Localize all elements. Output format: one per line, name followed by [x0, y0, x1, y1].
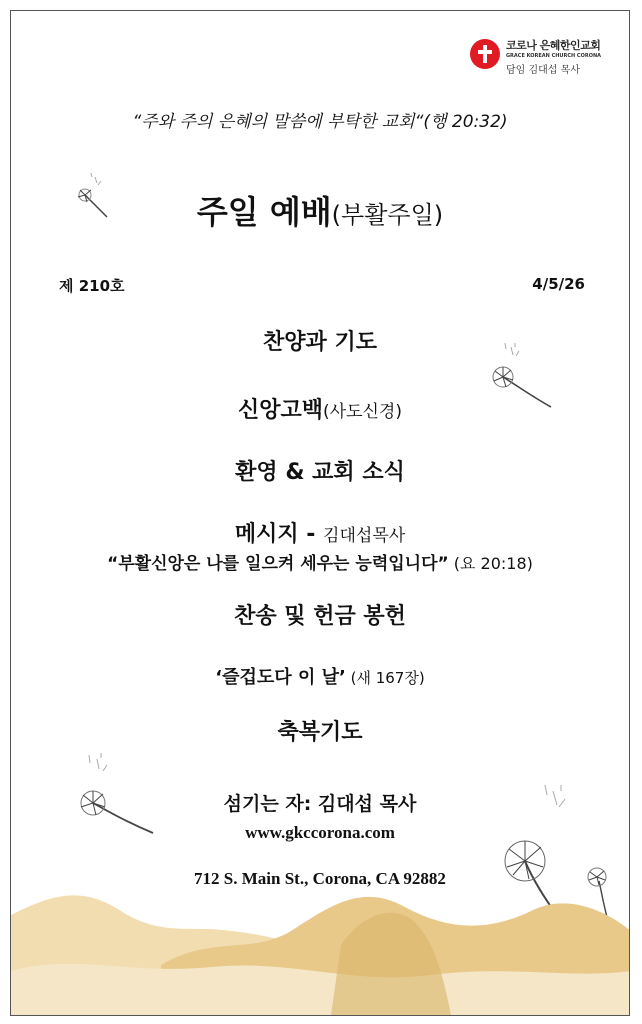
- mountain-illustration: [11, 875, 630, 1015]
- church-english-name: GRACE KOREAN CHURCH CORONA: [505, 53, 601, 59]
- church-motto: “주와 주의 은혜의 말씀에 부탁한 교회“(행 20:32): [132, 112, 508, 132]
- order-offering: 찬송 및 헌금 봉헌: [234, 604, 406, 629]
- order-creed-paren: (사도신경): [323, 402, 402, 422]
- service-title-sub: (부활주일): [331, 201, 444, 229]
- sermon-title: “부활신앙은 나를 일으켜 세우는 능력입니다”: [107, 554, 449, 574]
- church-website[interactable]: www.gkccorona.com: [245, 823, 395, 842]
- order-benediction: 축복기도: [277, 720, 363, 745]
- bulletin-page: [10, 10, 630, 1016]
- bulletin-date: 4/5/26: [532, 275, 585, 293]
- service-title: [11, 187, 629, 233]
- church-name: 코로나 은혜한인교회: [505, 39, 601, 52]
- church-logo-icon: [470, 39, 500, 69]
- senior-pastor: 담임 김대섭 목사: [505, 65, 580, 76]
- service-title-main: 주일 예배: [196, 193, 332, 231]
- church-logo: [470, 37, 601, 76]
- order-message-label: 메시지 -: [234, 522, 324, 547]
- hymn-line: [11, 663, 629, 689]
- sermon-title-line: [11, 549, 629, 574]
- sermon-reference: (요 20:18): [448, 554, 533, 573]
- message-speaker: 김대섭목사: [323, 526, 406, 546]
- order-welcome: 환영 & 교회 소식: [235, 460, 405, 485]
- order-creed: [11, 393, 629, 424]
- church-address: 712 S. Main St., Corona, CA 92882: [194, 869, 446, 888]
- order-praise: 찬양과 기도: [263, 330, 377, 355]
- order-message: [11, 517, 629, 548]
- hymn-number: (새 167장): [345, 669, 425, 687]
- issue-number: 제 210호: [59, 277, 125, 295]
- order-creed-label: 신앙고백: [238, 398, 324, 423]
- service-leader: 섬기는 자: 김대섭 목사: [223, 793, 417, 815]
- hymn-title: ‘즐겁도다 이 날’: [215, 667, 346, 688]
